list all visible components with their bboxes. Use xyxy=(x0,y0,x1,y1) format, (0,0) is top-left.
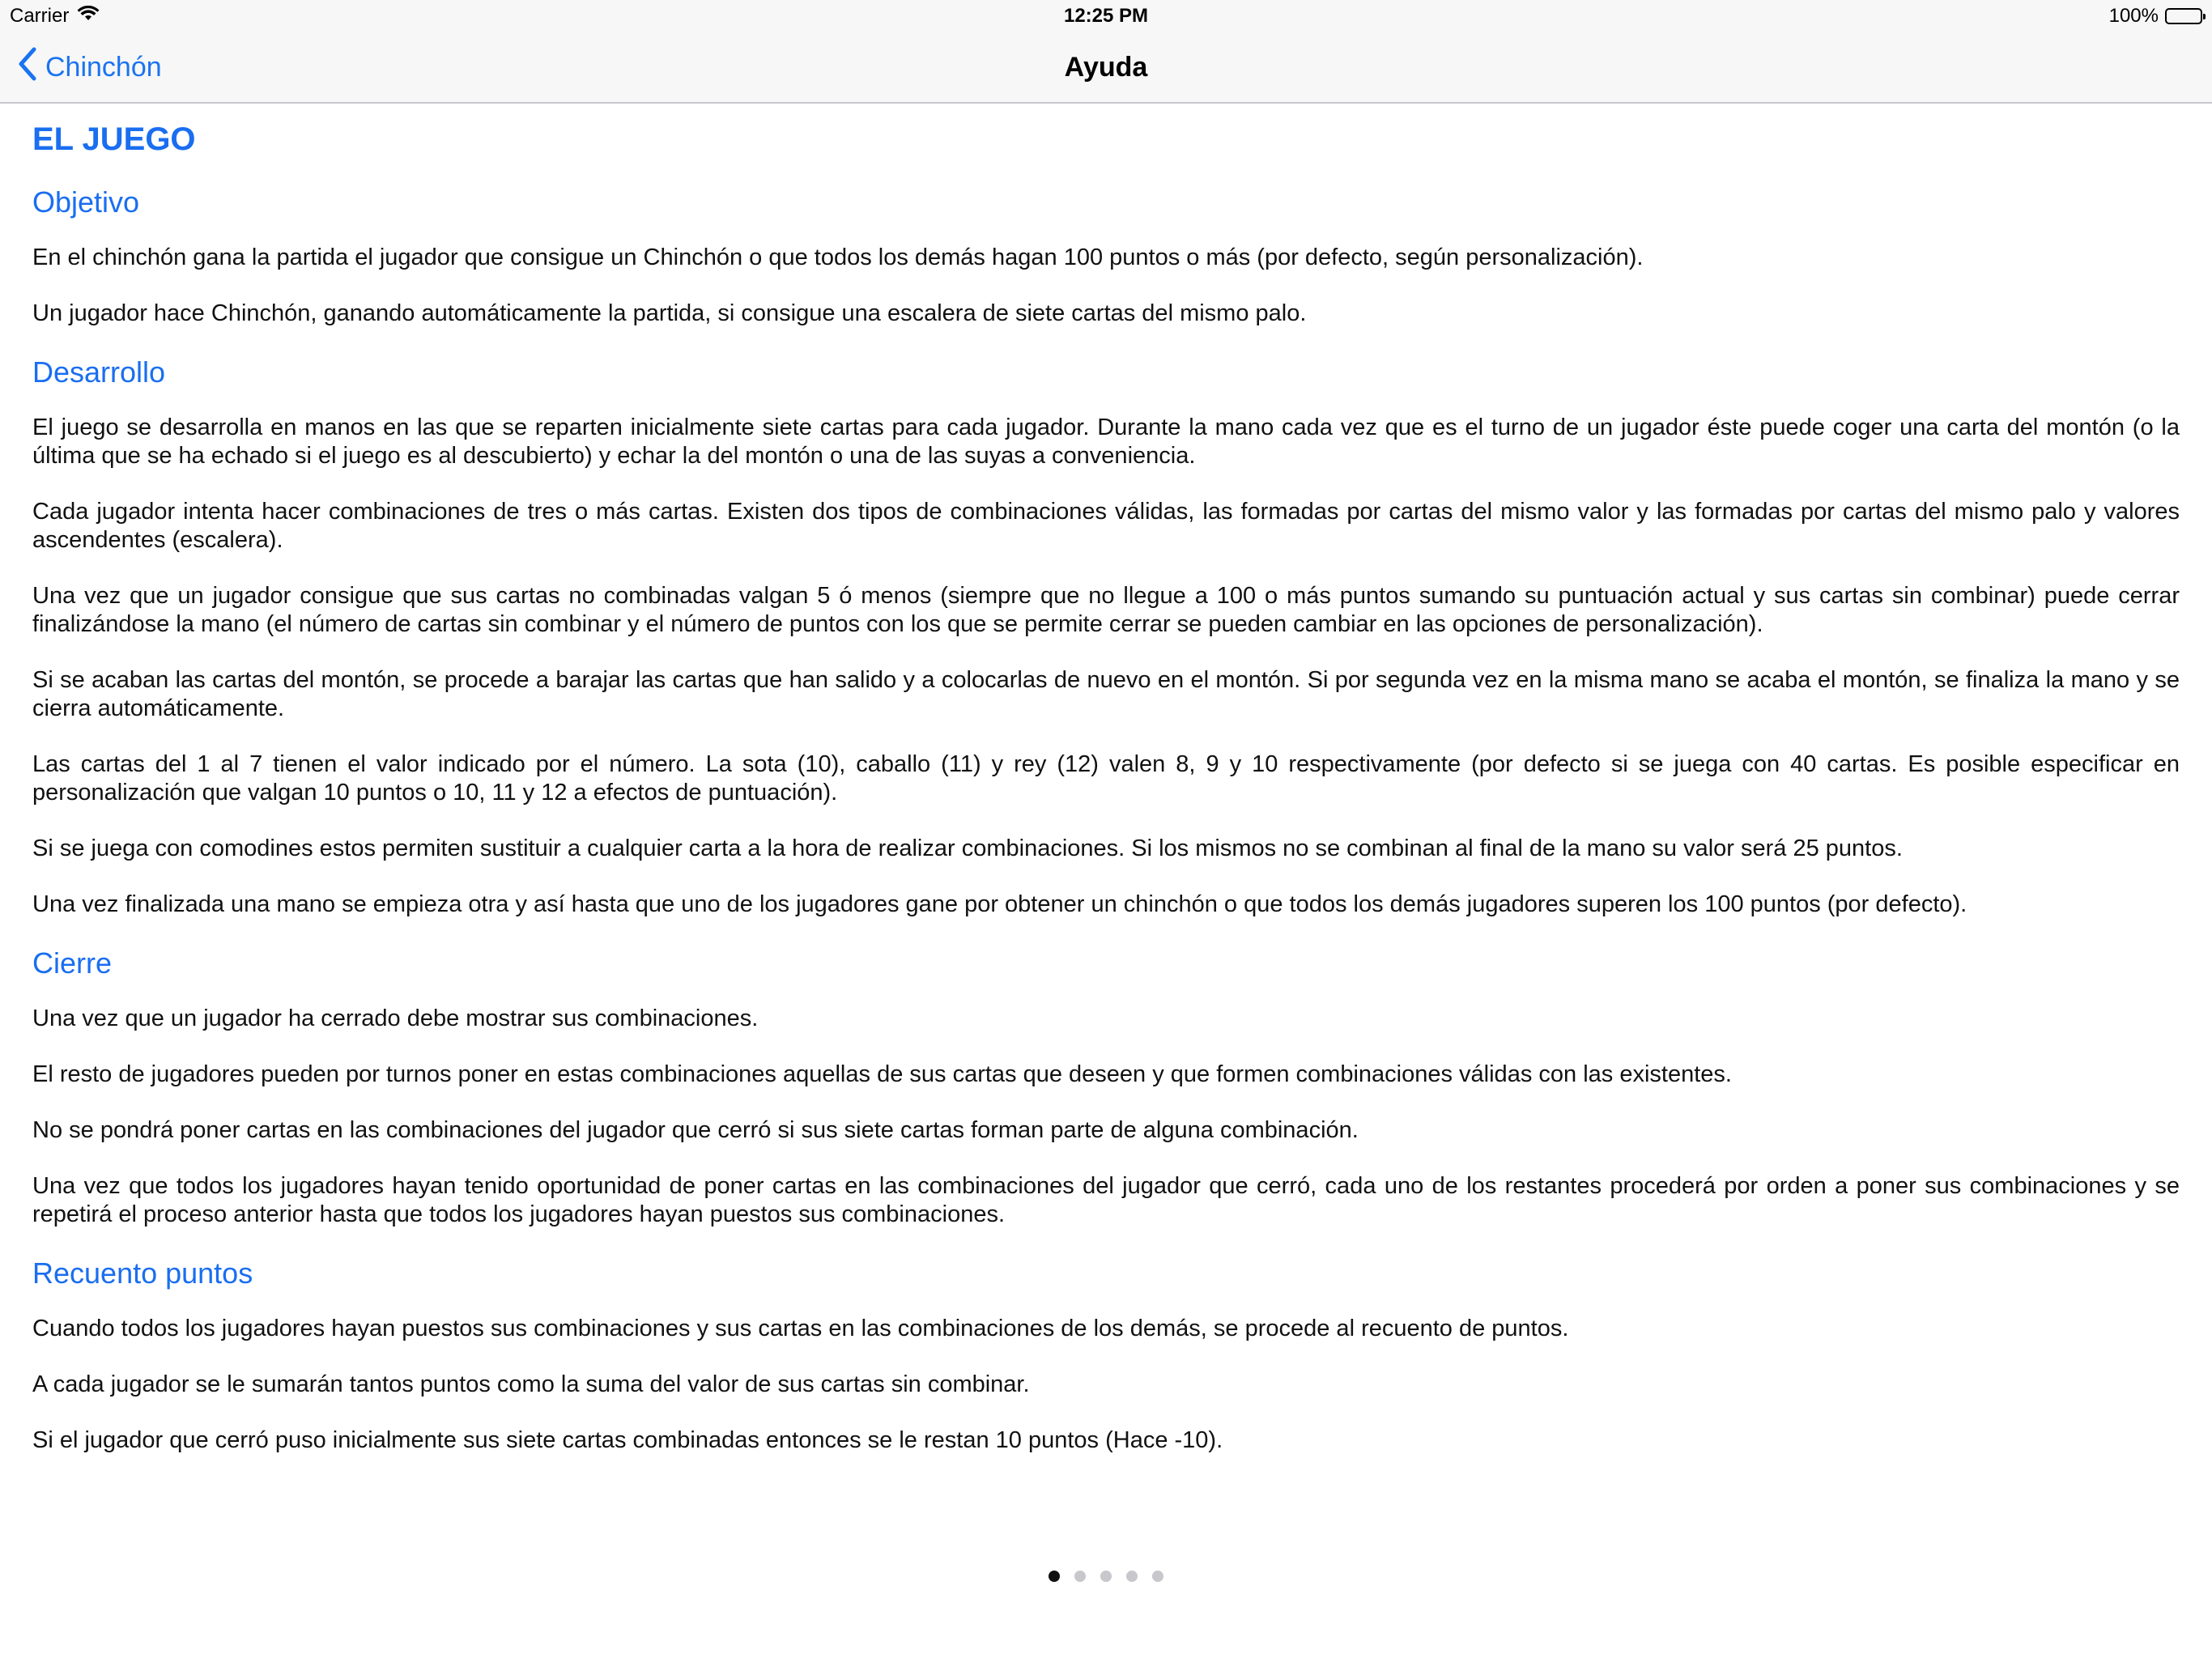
status-right xyxy=(2109,5,2202,28)
battery-percentage: 100% xyxy=(2108,5,2159,27)
paragraph: Una vez finalizada una mano se empieza otra y así hasta que uno de los jugadores gane por obtener un chinchón o que todos los demás jugadores superen los 100 puntos (por defecto). xyxy=(32,891,1967,917)
paragraph: Una vez que un jugador consigue que sus cartas no combinadas valgan 5 ó menos (siempre que no llegue a 100 o más puntos sumando su puntuación actual y sus cartas sin combinar) puede cerrar finalizándose la mano (el número de cartas sin combinar y el número de puntos con los que se permite cerrar se pueden cambiar en las opciones de personalización). xyxy=(32,583,2180,637)
paragraph: Una vez que todos los jugadores hayan tenido oportunidad de poner cartas en las combinaciones del jugador que cerró, cada uno de los restantes procederá por orden a poner sus combinaciones y se repetirá el proceso anterior hasta que todos los jugadores hayan puestos sus combinaciones. xyxy=(32,1173,2180,1227)
page-dot-3[interactable] xyxy=(1100,1571,1112,1582)
page-dot-4[interactable] xyxy=(1126,1571,1138,1582)
paragraph: Una vez que un jugador ha cerrado debe mostrar sus combinaciones. xyxy=(32,1005,759,1031)
status-time: 12:25 PM xyxy=(1063,5,1149,27)
back-button-label: Chinchón xyxy=(45,51,162,83)
section-recuento-puntos xyxy=(32,1256,2180,1455)
section-objetivo xyxy=(32,185,2180,328)
section-title: Recuento puntos xyxy=(32,1256,253,1290)
page-dot-1[interactable] xyxy=(1049,1571,1060,1582)
paragraph: A cada jugador se le sumarán tantos puntos como la suma del valor de sus cartas sin combinar. xyxy=(32,1371,1030,1397)
paragraph: Si se acaban las cartas del montón, se procede a barajar las cartas que han salido y a colocarlas de nuevo en el montón. Si por segunda vez en la misma mano se acaba el montón, se finaliza la mano y se cierra automáticamente. xyxy=(32,667,2180,721)
page-dot-5[interactable] xyxy=(1152,1571,1163,1582)
paragraph: Las cartas del 1 al 7 tienen el valor indicado por el número. La sota (10), caballo (11) y rey (12) valen 8, 9 y 10 respectivamente (por defecto si se juega con 40 cartas. Es posible especificar en personalización que valgan 10 puntos o 10, 11 y 12 a efectos de puntuación). xyxy=(32,751,2180,806)
paragraph: Cada jugador intenta hacer combinaciones de tres o más cartas. Existen dos tipos de combinaciones válidas, las formadas por cartas del mismo valor y las formadas por cartas del mismo palo y valores ascendentes (escalera). xyxy=(32,499,2180,553)
section-title: Desarrollo xyxy=(32,355,166,389)
page-dot-2[interactable] xyxy=(1074,1571,1086,1582)
paragraph: Si se juega con comodines estos permiten sustituir a cualquier carta a la hora de realizar combinaciones. Si los mismos no se combinan al final de la mano su valor será 25 puntos. xyxy=(32,835,1903,861)
page-control[interactable] xyxy=(0,1571,2212,1582)
nav-title: Ayuda xyxy=(1064,52,1148,83)
status-bar xyxy=(0,0,2212,32)
paragraph: El juego se desarrolla en manos en las que se reparten inicialmente siete cartas para cada jugador. Durante la mano cada vez que es el turno de un jugador éste puede coger una carta del montón (o la última que se ha echado si el juego es al descubierto) y echar la del montón o una de las suyas a conveniencia. xyxy=(32,414,2180,469)
paragraph: Cuando todos los jugadores hayan puestos sus combinaciones y sus cartas en las combinaciones de los demás, se procede al recuento de puntos. xyxy=(32,1316,1569,1341)
paragraph: Si el jugador que cerró puso inicialmente sus siete cartas combinadas entonces se le restan 10 puntos (Hace -10). xyxy=(32,1427,1223,1453)
paragraph: En el chinchón gana la partida el jugador que consigue un Chinchón o que todos los demás hagan 100 puntos o más (por defecto, según personalización). xyxy=(32,244,1644,270)
navigation-bar xyxy=(0,32,2212,104)
paragraph: Un jugador hace Chinchón, ganando automáticamente la partida, si consigue una escalera de siete cartas del mismo palo. xyxy=(32,300,1307,326)
paragraph: El resto de jugadores pueden por turnos poner en estas combinaciones aquellas de sus cartas que deseen y que formen combinaciones válidas con las existentes. xyxy=(32,1061,1732,1087)
battery-icon xyxy=(2165,8,2202,24)
paragraph: No se pondrá poner cartas en las combinaciones del jugador que cerró si sus siete cartas forman parte de alguna combinación. xyxy=(32,1117,1359,1143)
help-content xyxy=(32,121,2180,1482)
section-desarrollo xyxy=(32,355,2180,919)
section-cierre xyxy=(32,946,2180,1229)
section-title: Objetivo xyxy=(32,185,140,219)
page-heading: EL JUEGO xyxy=(32,121,196,157)
carrier-label: Carrier xyxy=(10,5,70,27)
section-title: Cierre xyxy=(32,946,113,980)
